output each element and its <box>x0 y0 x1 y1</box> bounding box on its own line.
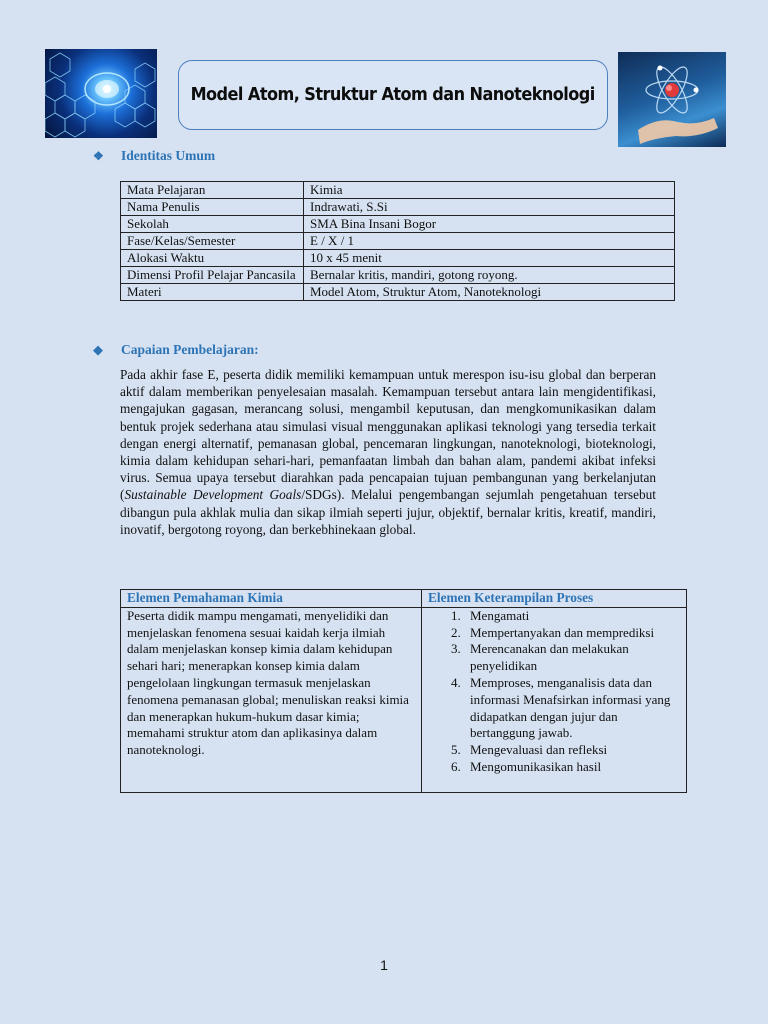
diamond-bullet-icon: ◆ <box>93 342 103 357</box>
col-header-pemahaman: Elemen Pemahaman Kimia <box>121 590 422 608</box>
table-key: Sekolah <box>121 216 304 233</box>
table-row <box>121 233 675 250</box>
elemen-table <box>120 589 687 793</box>
table-key: Alokasi Waktu <box>121 250 304 267</box>
capaian-heading <box>93 342 259 358</box>
diamond-cross-bullet-icon: ❖ <box>93 148 104 163</box>
table-value: Bernalar kritis, mandiri, gotong royong. <box>304 267 675 284</box>
table-key: Fase/Kelas/Semester <box>121 233 304 250</box>
table-header-row <box>121 590 687 608</box>
capaian-paragraph <box>120 366 656 538</box>
identitas-heading <box>93 148 215 164</box>
table-value: E / X / 1 <box>304 233 675 250</box>
keterampilan-cell <box>422 607 687 792</box>
list-item: 6. Mengomunikasikan hasil <box>464 759 680 776</box>
nanotube-image <box>45 49 157 138</box>
page-title: Model Atom, Struktur Atom dan Nanoteknologi <box>190 85 596 105</box>
list-item: 1. Mengamati <box>464 608 680 625</box>
table-key: Dimensi Profil Pelajar Pancasila <box>121 267 304 284</box>
capaian-text-2: /SDGs). Melalui pengembangan sejumlah pengetahuan tersebut dibangun pula akhlak mulia dan sikap ilmiah seperti jujur, objektif, bernalar kritis, kreatif, mandiri, inovatif, bergotong royong, dan berkebhinekaan global. <box>120 487 656 537</box>
col-header-keterampilan: Elemen Keterampilan Proses <box>422 590 687 608</box>
table-row <box>121 250 675 267</box>
table-row <box>121 216 675 233</box>
capaian-heading-text: Capaian Pembelajaran: <box>121 342 259 357</box>
table-value: 10 x 45 menit <box>304 250 675 267</box>
capaian-text-1: Pada akhir fase E, peserta didik memiliki kemampuan untuk merespon isu-isu global dan berperan aktif dalam memberikan penyelesaian masalah. Kemampuan tersebut antara lain mengidentifikasi, mengajukan gagasan, merancang solusi, mengambil keputusan, dan mengkomunikasikan dalam bentuk projek sederhana atau simulasi visual menggunakan aplikasi teknologi yang tersedia terkait dengan energi alternatif, pemanasan global, pencemaran lingkungan, nanoteknologi, bioteknologi, kimia dalam kehidupan sehari-hari, pemanfaatan limbah dan bahan alam, pandemi akibat infeksi virus. Semua upaya tersebut diarahkan pada pencapaian tujuan pembangunan yang berkelanjutan ( <box>120 367 656 503</box>
table-value: Indrawati, S.Si <box>304 199 675 216</box>
page-number: 1 <box>380 957 388 973</box>
table-key: Nama Penulis <box>121 199 304 216</box>
pemahaman-text: Peserta didik mampu mengamati, menyelidiki dan menjelaskan fenomena sesuai kaidah kerja ilmiah dalam menjelaskan konsep kimia dalam kehidupan sehari hari; menerapkan konsep kimia dalam pengelolaan lingkungan termasuk menjelaskan fenomena pemanasan global; menuliskan reaksi kimia dan menerapkan hukum-hukum dasar kimia; memahami struktur atom dan aplikasinya dalam nanoteknologi. <box>121 607 422 792</box>
table-value: SMA Bina Insani Bogor <box>304 216 675 233</box>
identitas-table <box>120 181 675 301</box>
table-row <box>121 267 675 284</box>
table-key: Materi <box>121 284 304 301</box>
table-value: Model Atom, Struktur Atom, Nanoteknologi <box>304 284 675 301</box>
list-item: 4. Memproses, menganalisis data dan informasi Menafsirkan informasi yang didapatkan dengan jujur dan bertanggung jawab. <box>464 675 680 742</box>
table-value: Kimia <box>304 182 675 199</box>
list-item: 2. Mempertanyakan dan memprediksi <box>464 625 680 642</box>
table-row <box>121 182 675 199</box>
list-item: 5. Mengevaluasi dan refleksi <box>464 742 680 759</box>
list-item: 3. Merencanakan dan melakukan penyelidikan <box>464 641 680 675</box>
keterampilan-list <box>428 608 680 776</box>
title-banner <box>178 60 608 130</box>
table-key: Mata Pelajaran <box>121 182 304 199</box>
table-row <box>121 199 675 216</box>
atom-hand-image <box>618 52 726 147</box>
capaian-text-italic: Sustainable Development Goals <box>124 487 302 503</box>
table-row <box>121 284 675 301</box>
identitas-heading-text: Identitas Umum <box>121 148 216 163</box>
table-row <box>121 607 687 792</box>
